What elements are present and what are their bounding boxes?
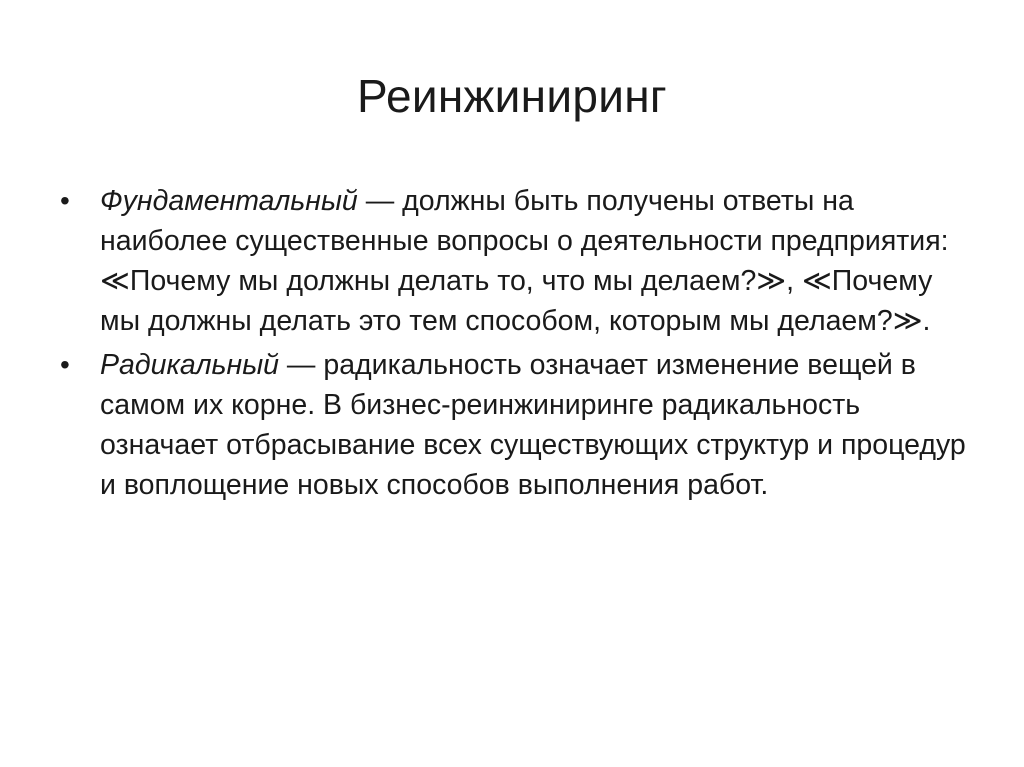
slide-title: Реинжиниринг	[357, 70, 667, 122]
bullet-term: Радикальный	[100, 349, 280, 381]
bullet-list	[58, 181, 978, 509]
bullet-term: Фундаментальный	[100, 185, 358, 217]
bullet-text: — радикальность означает изменение вещей в самом их корне. В бизнес-реинжиниринге радикальность означает отбрасывание всех существующих структур и процедур и воплощение новых способов выполнения работ.	[100, 349, 966, 501]
bullet-item-radical	[58, 345, 978, 505]
bullet-icon: •	[60, 349, 70, 380]
bullet-text: — должны быть получены ответы на наиболее существенные вопросы о деятельности предприятия: ≪Почему мы должны делать то, что мы делаем?≫, ≪Почему мы должны делать это тем способом, которым мы делаем?≫.	[100, 185, 949, 337]
bullet-icon: •	[60, 185, 70, 216]
bullet-item-fundamental	[58, 181, 978, 341]
